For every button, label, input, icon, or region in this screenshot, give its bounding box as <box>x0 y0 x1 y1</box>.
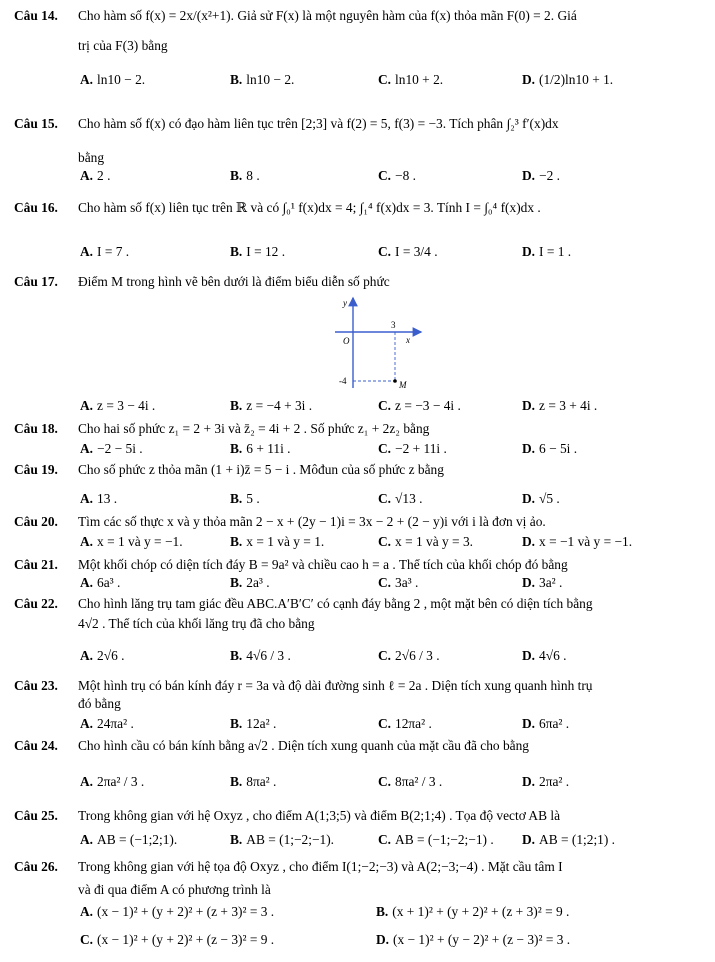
option-c[interactable]: C. √13 . <box>378 491 423 506</box>
question-17 <box>14 274 706 290</box>
option-a[interactable]: A. z = 3 − 4i . <box>80 398 156 413</box>
question-24 <box>14 738 706 754</box>
option-a[interactable]: A. (x − 1)² + (y + 2)² + (z + 3)² = 3 . <box>80 904 275 919</box>
option-d[interactable]: D. 4√6 . <box>522 648 567 663</box>
question-text-cont: và đi qua điểm A có phương trình là <box>78 882 271 897</box>
question-22 <box>14 596 706 612</box>
question-15 <box>14 116 706 132</box>
option-a[interactable]: A. I = 7 . <box>80 244 130 259</box>
question-label: Câu 16. <box>14 200 58 215</box>
option-c[interactable]: C. I = 3/4 . <box>378 244 438 259</box>
option-d[interactable]: D. x = −1 và y = −1. <box>522 534 633 549</box>
question-25 <box>14 808 706 824</box>
question-21 <box>14 557 706 573</box>
option-c[interactable]: C. (x − 1)² + (y + 2)² + (z − 3)² = 9 . <box>80 932 275 947</box>
question-text: Cho hai số phức z₁ = 2 + 3i và z̄₂ = 4i + 2 . Số phức z₁ + 2z₂ bằng <box>78 421 430 436</box>
option-a[interactable]: A. x = 1 và y = −1. <box>80 534 183 549</box>
question-label: Câu 14. <box>14 8 58 23</box>
question-14 <box>14 8 706 24</box>
option-c[interactable]: C. 12πa² . <box>378 716 432 731</box>
option-d[interactable]: D. AB = (1;2;1) . <box>522 832 616 847</box>
option-c[interactable]: C. −8 . <box>378 168 416 183</box>
question-text: Một khối chóp có diện tích đáy B = 9a² và chiều cao h = a . Thể tích của khối chóp đó bằng <box>78 557 568 572</box>
question-text: Điểm M trong hình vẽ bên dưới là điểm biểu diễn số phức <box>78 274 390 289</box>
option-b[interactable]: B. 2a³ . <box>230 575 270 590</box>
question-text: Cho hàm số f(x) = 2x/(x²+1). Giả sử F(x) là một nguyên hàm của f(x) thỏa mãn F(0) = 2. Giá <box>78 8 577 23</box>
option-d[interactable]: D. 6 − 5i . <box>522 441 578 456</box>
question-19 <box>14 462 706 478</box>
x-axis-label: x <box>406 335 410 345</box>
option-d[interactable]: D. −2 . <box>522 168 560 183</box>
complex-plane-figure <box>325 292 435 392</box>
question-label: Câu 22. <box>14 596 58 611</box>
option-c[interactable]: C. ln10 + 2. <box>378 72 444 87</box>
question-label: Câu 23. <box>14 678 58 693</box>
question-label: Câu 17. <box>14 274 58 289</box>
option-d[interactable]: D. (x − 1)² + (y − 2)² + (z − 3)² = 3 . <box>376 932 571 947</box>
question-23 <box>14 678 706 694</box>
option-c[interactable]: C. −2 + 11i . <box>378 441 447 456</box>
option-a[interactable]: A. 24πa² . <box>80 716 134 731</box>
question-text: Cho hình cầu có bán kính bằng a√2 . Diện tích xung quanh của mặt cầu đã cho bằng <box>78 738 529 753</box>
option-a[interactable]: A. 2πa² / 3 . <box>80 774 145 789</box>
question-text-cont: đó bằng <box>78 696 121 711</box>
option-c[interactable]: C. 8πa² / 3 . <box>378 774 443 789</box>
option-a[interactable]: A. 6a³ . <box>80 575 121 590</box>
option-d[interactable]: D. z = 3 + 4i . <box>522 398 598 413</box>
option-c[interactable]: C. z = −3 − 4i . <box>378 398 461 413</box>
option-a[interactable]: A. 2 . <box>80 168 111 183</box>
option-b[interactable]: B. (x + 1)² + (y + 2)² + (z + 3)² = 9 . <box>376 904 570 919</box>
question-text: Trong không gian với hệ tọa độ Oxyz , cho điểm I(1;−2;−3) và A(2;−3;−4) . Mặt cầu tâm I <box>78 859 563 874</box>
question-label: Câu 26. <box>14 859 58 874</box>
option-c[interactable]: C. 3a³ . <box>378 575 419 590</box>
question-label: Câu 18. <box>14 421 58 436</box>
question-label: Câu 24. <box>14 738 58 753</box>
question-label: Câu 25. <box>14 808 58 823</box>
option-a[interactable]: A. 2√6 . <box>80 648 125 663</box>
option-c[interactable]: C. 2√6 / 3 . <box>378 648 440 663</box>
question-text-cont: bằng <box>78 150 105 165</box>
question-text: Cho hàm số f(x) có đạo hàm liên tục trên [2;3] và f(2) = 5, f(3) = −3. Tích phân ∫₂³ f′(x)dx <box>78 116 559 131</box>
option-b[interactable]: B. 5 . <box>230 491 260 506</box>
question-text-cont: trị của F(3) bằng <box>78 38 168 53</box>
y-axis-label: y <box>343 298 347 308</box>
question-18 <box>14 421 706 437</box>
option-b[interactable]: B. ln10 − 2. <box>230 72 295 87</box>
option-b[interactable]: B. AB = (1;−2;−1). <box>230 832 335 847</box>
question-20 <box>14 514 706 530</box>
option-a[interactable]: A. AB = (−1;2;1). <box>80 832 178 847</box>
option-a[interactable]: A. ln10 − 2. <box>80 72 146 87</box>
x-tick-label: 3 <box>391 320 396 330</box>
option-d[interactable]: D. √5 . <box>522 491 560 506</box>
option-b[interactable]: B. 12a² . <box>230 716 277 731</box>
question-text: Trong không gian với hệ Oxyz , cho điểm A(1;3;5) và điểm B(2;1;4) . Tọa độ vectơ AB là <box>78 808 561 823</box>
point-m <box>393 379 397 383</box>
question-26 <box>14 859 706 875</box>
option-b[interactable]: B. 8πa² . <box>230 774 277 789</box>
option-b[interactable]: B. 4√6 / 3 . <box>230 648 291 663</box>
option-a[interactable]: A. 13 . <box>80 491 118 506</box>
option-a[interactable]: A. −2 − 5i . <box>80 441 143 456</box>
option-b[interactable]: B. z = −4 + 3i . <box>230 398 313 413</box>
point-label: M <box>399 380 407 390</box>
question-16 <box>14 200 706 216</box>
question-text-cont: 4√2 . Thể tích của khối lăng trụ đã cho bằng <box>78 616 315 631</box>
option-b[interactable]: B. 6 + 11i . <box>230 441 291 456</box>
option-c[interactable]: C. AB = (−1;−2;−1) . <box>378 832 494 847</box>
option-d[interactable]: D. 2πa² . <box>522 774 570 789</box>
question-text: Cho số phức z thỏa mãn (1 + i)z̄ = 5 − i . Môđun của số phức z bằng <box>78 462 444 477</box>
option-d[interactable]: D. I = 1 . <box>522 244 572 259</box>
option-d[interactable]: D. 6πa² . <box>522 716 570 731</box>
question-label: Câu 21. <box>14 557 58 572</box>
question-label: Câu 20. <box>14 514 58 529</box>
question-label: Câu 15. <box>14 116 58 131</box>
option-b[interactable]: B. x = 1 và y = 1. <box>230 534 325 549</box>
option-b[interactable]: B. I = 12 . <box>230 244 286 259</box>
option-d[interactable]: D. 3a² . <box>522 575 563 590</box>
question-text: Cho hàm số f(x) liên tục trên ℝ và có ∫₀¹ f(x)dx = 4; ∫₁⁴ f(x)dx = 3. Tính I = ∫₀⁴ f(x)dx . <box>78 200 541 215</box>
question-text: Cho hình lăng trụ tam giác đều ABC.A′B′C′ có cạnh đáy bằng 2 , một mặt bên có diện tích bằng <box>78 596 593 611</box>
y-tick-label: -4 <box>339 376 347 386</box>
question-label: Câu 19. <box>14 462 58 477</box>
option-b[interactable]: B. 8 . <box>230 168 260 183</box>
option-d[interactable]: D. (1/2)ln10 + 1. <box>522 72 614 87</box>
option-c[interactable]: C. x = 1 và y = 3. <box>378 534 473 549</box>
question-text: Một hình trụ có bán kính đáy r = 3a và độ dài đường sinh ℓ = 2a . Diện tích xung quanh hình trụ <box>78 678 593 693</box>
origin-label: O <box>343 336 350 346</box>
question-text: Tìm các số thực x và y thỏa mãn 2 − x + (2y − 1)i = 3x − 2 + (2 − y)i với i là đơn vị ảo. <box>78 514 546 529</box>
